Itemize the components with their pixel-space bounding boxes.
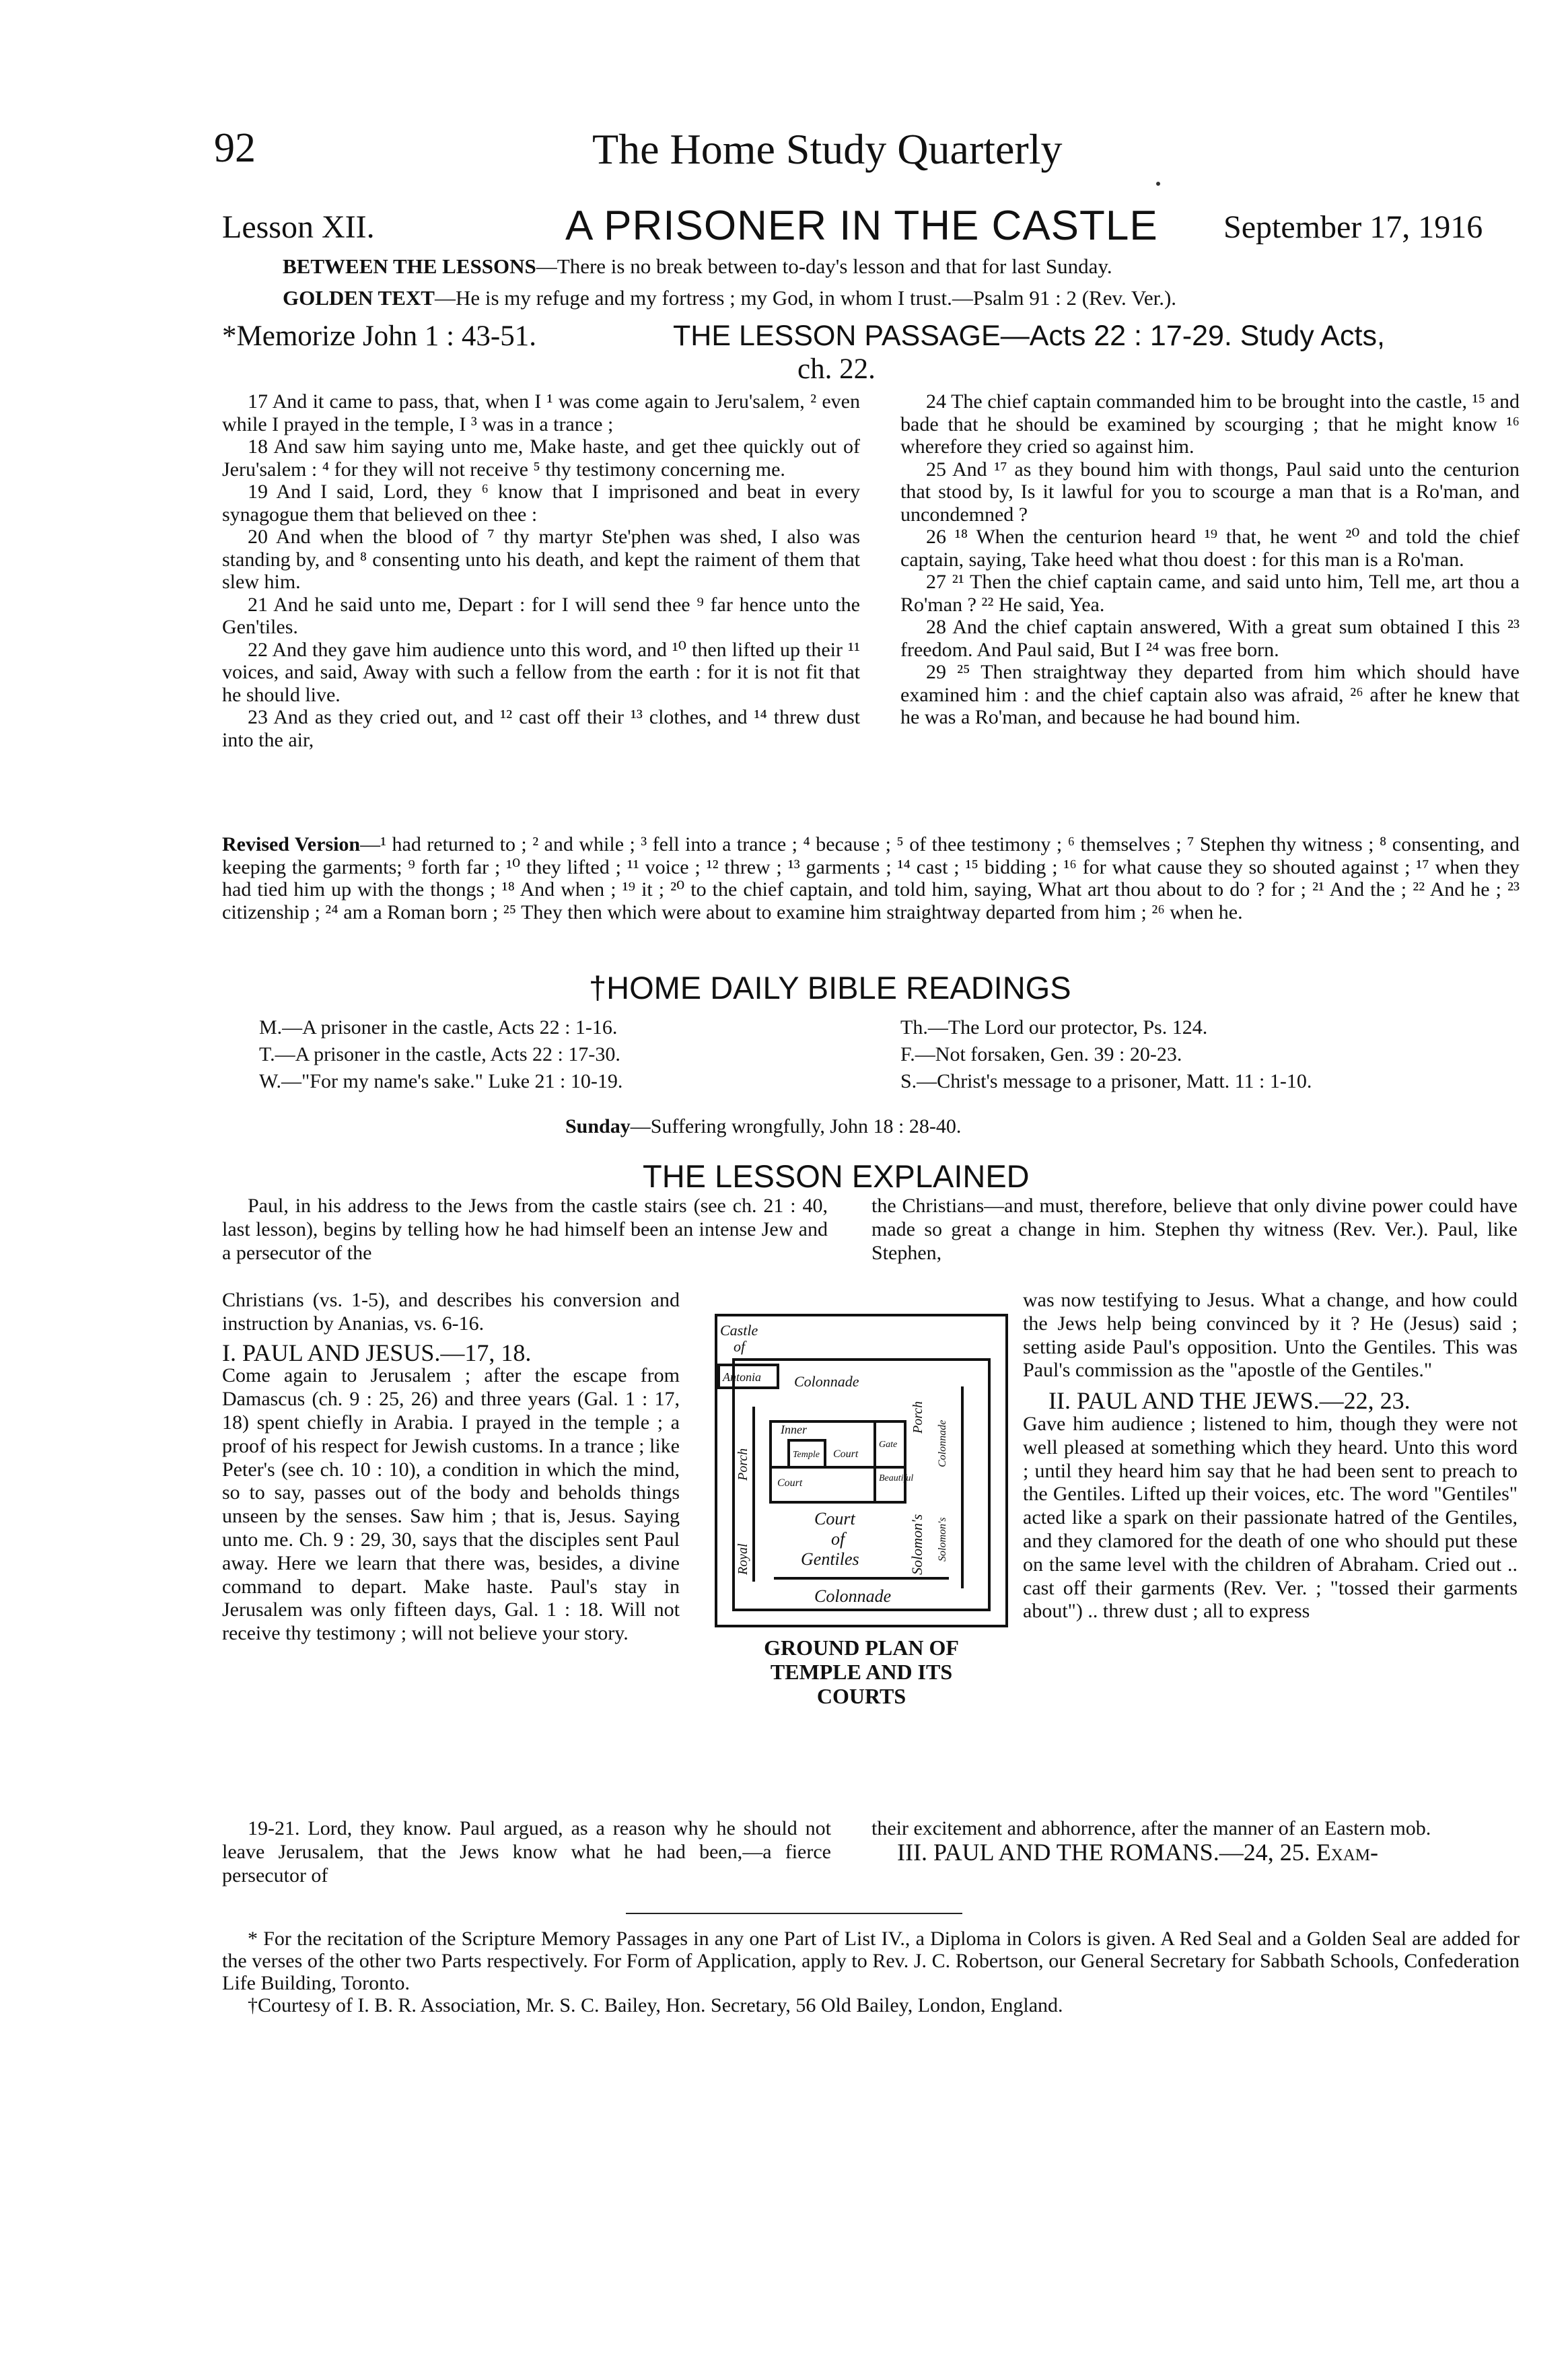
verse: 17 And it came to pass, that, when I ¹ was come again to Jeru'salem, ² even while I prayed in the temple, I ³ was in a trance ; — [222, 390, 860, 435]
explained-right-bottom — [871, 1817, 1518, 1864]
verse: 22 And they gave him audience unto this word, and ¹⁰ then lifted up their ¹¹ voices, and said, Away with such a fellow from the earth : for it is not fit that he should live. — [222, 638, 860, 706]
paragraph: Come again to Jerusalem ; after the escape from Damascus (ch. 9 : 25, 26) and three years (Gal. 1 : 17, 18) spent chiefly in Arabia. I prayed in the temple ; a proof of his respect for Jewish customs. In a trance ; like Peter's (see ch. 10 : 10), a condition in which the mind, so to say, passes out of the body and beholds things unseen by the senses. Saw him ; that is, Jesus. Saying unto me. Ch. 9 : 29, 30, says that the disciples sent Paul away. Here we learn that there was, besides, a divine command to depart. Make haste. Paul's stay in Jerusalem was only fifteen days, Gal. 1 : 18. Will not receive thy testimony ; will not believe your story. — [222, 1364, 680, 1645]
plan-label: Beautiful — [879, 1473, 914, 1483]
plan-label: Colonnade — [937, 1419, 948, 1467]
page-number: 92 — [214, 125, 256, 171]
sunday-label: Sunday — [565, 1115, 631, 1137]
plan-label: Porch — [911, 1401, 925, 1434]
verse: 21 And he said unto me, Depart : for I will send thee ⁹ far hence unto the Gen'tiles. — [222, 593, 860, 638]
verse: 28 And the chief captain answered, With a great sum obtained I this ²³ freedom. And Paul said, But I ²⁴ was free born. — [900, 616, 1520, 661]
plan-label: Colonnade — [814, 1586, 892, 1606]
section-heading-3: III. PAUL AND THE ROMANS.—24, 25. Exam- — [897, 1838, 1379, 1866]
reading-item: M.—A prisoner in the castle, Acts 22 : 1-16. — [259, 1016, 618, 1038]
plan-label: Castle — [720, 1322, 758, 1339]
section-heading-2: II. PAUL AND THE JEWS.—22, 23. — [1048, 1387, 1411, 1415]
paragraph: Christians (vs. 1-5), and describes his conversion and instruction by Ananias, vs. 6-16. — [222, 1289, 680, 1335]
reading-item: W.—"For my name's sake." Luke 21 : 10-19. — [259, 1070, 623, 1092]
golden-label: GOLDEN TEXT — [283, 286, 435, 310]
plan-label: Solomon's — [937, 1517, 948, 1561]
paragraph: the Christians—and must, therefore, believe that only divine power could have made so great a change in him. Stephen thy witness (Rev. Ver.). Paul, like Stephen, — [871, 1195, 1518, 1264]
verse: 27 ²¹ Then the chief captain came, and said unto him, Tell me, art thou a Ro'man ? ²² He said, Yea. — [900, 571, 1520, 616]
paragraph: was now testifying to Jesus. What a change, and how could the Jews help being convinced by it ? He (Jesus) said ; setting aside Paul's opposition. Unto the Gentiles. This was Paul's commission as the "apostle of the Gentiles." — [1023, 1289, 1518, 1382]
ornament-dot — [1156, 182, 1160, 186]
verse: 24 The chief captain commanded him to be brought into the castle, ¹⁵ and bade that he should be examined by scourging ; that he might know ¹⁶ wherefore they cried so against him. — [900, 390, 1520, 458]
reading-item: Th.—The Lord our protector, Ps. 124. — [900, 1016, 1208, 1038]
lesson-date: September 17, 1916 — [1223, 209, 1483, 245]
verse: 25 And ¹⁷ as they bound him with thongs, Paul said unto the centurion that stood by, Is it lawful for you to scourge a man that is a Ro'man, and uncondemned ? — [900, 458, 1520, 526]
paragraph: Paul, in his address to the Jews from the castle stairs (see ch. 21 : 40, last lesson), begins by telling how he had himself been an intense Jew and a persecutor of the — [222, 1195, 828, 1264]
verse: 26 ¹⁸ When the centurion heard ¹⁹ that, he went ²⁰ and told the chief captain, saying, Take heed what thou doest : for this man is a Ro'man. — [900, 526, 1520, 571]
reading-item: S.—Christ's message to a prisoner, Matt. 11 : 1-10. — [900, 1070, 1312, 1092]
lesson-passage-heading: THE LESSON PASSAGE—Acts 22 : 17-29. Study Acts, — [673, 320, 1385, 352]
lesson-number: Lesson XII. — [222, 209, 375, 245]
paragraph: 19-21. Lord, they know. Paul argued, as a reason why he should not leave Jerusalem, that the Jews know what he had been,—a fierce persecutor of — [222, 1817, 831, 1887]
golden-text-note — [283, 286, 1176, 310]
reading-item: T.—A prisoner in the castle, Acts 22 : 17-30. — [259, 1043, 620, 1065]
running-title: The Home Study Quarterly — [592, 125, 1063, 173]
plan-label: Antonia — [723, 1370, 761, 1384]
footnote-divider — [626, 1913, 962, 1914]
daily-readings-title: †HOME DAILY BIBLE READINGS — [589, 970, 1071, 1006]
verse: 29 ²⁵ Then straightway they departed from him which should have examined him : and the chief captain also was afraid, ²⁶ after he knew that he was a Ro'man, and because he had bound him. — [900, 661, 1520, 728]
plan-label: Solomon's — [908, 1514, 925, 1575]
section-heading-1: I. PAUL AND JESUS.—17, 18. — [222, 1339, 532, 1366]
plan-label: of — [831, 1529, 845, 1549]
plan-label: of — [734, 1338, 746, 1355]
paragraph: Gave him audience ; listened to him, though they were not well pleased at something which they heard. Unto this word ; until they heard him say that he had been sent to preach to the Gentiles. Lifted up their voices, etc. The word "Gentiles" acted like a spark on their passionate hatred of the Gentiles, and they clamored for the death of one who should put these on the same level with the children of Abraham. Cried out .. cast off their garments (Rev. Ver. ; "tossed their garments about") .. threw dust ; all to express — [1023, 1412, 1518, 1623]
plan-label: Temple — [793, 1450, 820, 1460]
reading-item: F.—Not forsaken, Gen. 39 : 20-23. — [900, 1043, 1182, 1065]
plan-caption — [713, 1635, 1009, 1708]
plan-label: Court — [814, 1509, 855, 1528]
plan-label: Colonnade — [794, 1373, 859, 1390]
between-lessons-note — [283, 254, 1112, 279]
lesson-title: A PRISONER IN THE CASTLE — [565, 203, 1158, 249]
revised-text: —¹ had returned to ; ² and while ; ³ fell into a trance ; ⁴ because ; ⁵ of thee testimony ; ⁶ themselves ; ⁷ Stephen thy witness ; ⁸ consenting, and keeping the garments; ⁹ forth far ; ¹⁰ they lifted ; ¹¹ voice ; ¹² threw ; ¹³ garments ; ¹⁴ cast ; ¹⁵ bidding ; ¹⁶ for what cause they so shouted against ; ¹⁷ when they had tied him up with the thongs ; ¹⁸ And when ; ¹⁹ it ; ²⁰ to the chief captain, and told him, saying, What art thou about to do ? for ; ²¹ And the ; ²² And he ; ²³ citizenship ; ²⁴ am a Roman born ; ²⁵ They then which were about to examine him straightway departed from him ; ²⁶ when he. — [222, 833, 1520, 923]
plan-label: Court — [777, 1477, 803, 1489]
plan-caption-line: TEMPLE AND ITS — [770, 1660, 953, 1684]
footnote: * For the recitation of the Scripture Memory Passages in any one Part of List IV., a Diploma in Colors is given. A Red Seal and a Golden Seal are added for the verses of the other two Parts respectively. For Form of Application, apply to Rev. J. C. Robertson, our General Secretary for Sabbath Schools, Confederation Life Building, Toronto. — [222, 1928, 1520, 1994]
footnote: †Courtesy of I. B. R. Association, Mr. S. C. Bailey, Hon. Secretary, 56 Old Bailey, London, England. — [248, 1994, 1063, 2016]
footnotes — [222, 1918, 1520, 2016]
plan-label: Court — [833, 1448, 859, 1460]
plan-label: Royal — [736, 1543, 750, 1575]
golden-text: —He is my refuge and my fortress ; my God, in whom I trust.—Psalm 91 : 2 (Rev. Ver.). — [434, 286, 1177, 310]
scripture-column-right — [900, 390, 1520, 729]
verse: 20 And when the blood of ⁷ thy martyr Ste'phen was shed, I also was standing by, and ⁸ consenting unto his death, and kept the raiment of them that slew him. — [222, 526, 860, 593]
lesson-explained-title: THE LESSON EXPLAINED — [643, 1158, 1030, 1194]
plan-label: Gate — [879, 1440, 898, 1450]
explained-left-bottom — [222, 1817, 831, 1887]
explained-left-column — [222, 1289, 680, 1646]
between-label: BETWEEN THE LESSONS — [283, 254, 536, 278]
explained-right-intro — [871, 1195, 1518, 1265]
explained-right-column — [1023, 1289, 1518, 1623]
revised-version-notes — [222, 833, 1520, 923]
memorize-note: *Memorize John 1 : 43-51. — [222, 320, 536, 352]
lesson-passage-heading-cont: ch. 22. — [797, 353, 876, 385]
scripture-column-left — [222, 390, 860, 751]
verse: 19 And I said, Lord, they ⁶ know that I imprisoned and beat in every synagogue them that believed on thee : — [222, 481, 860, 526]
plan-caption-line: GROUND PLAN OF — [764, 1635, 959, 1660]
plan-label: Porch — [736, 1448, 750, 1481]
plan-caption-line: COURTS — [816, 1684, 906, 1708]
verse: 23 And as they cried out, and ¹² cast off their ¹³ clothes, and ¹⁴ threw dust into the air, — [222, 706, 860, 751]
sunday-reading — [565, 1115, 961, 1138]
explained-left-intro — [222, 1195, 828, 1265]
plan-label: Inner — [781, 1423, 807, 1436]
paragraph: their excitement and abhorrence, after the manner of an Eastern mob. — [871, 1817, 1431, 1839]
verse: 18 And saw him saying unto me, Make haste, and get thee quickly out of Jeru'salem : ⁴ for they will not receive ⁵ thy testimony concerning me. — [222, 435, 860, 481]
temple-ground-plan — [713, 1312, 1009, 1629]
revised-label: Revised Version — [222, 833, 361, 855]
between-text: —There is no break between to-day's lesson and that for last Sunday. — [536, 254, 1112, 278]
sunday-text: —Suffering wrongfully, John 18 : 28-40. — [630, 1115, 962, 1137]
plan-label: Gentiles — [801, 1549, 859, 1569]
